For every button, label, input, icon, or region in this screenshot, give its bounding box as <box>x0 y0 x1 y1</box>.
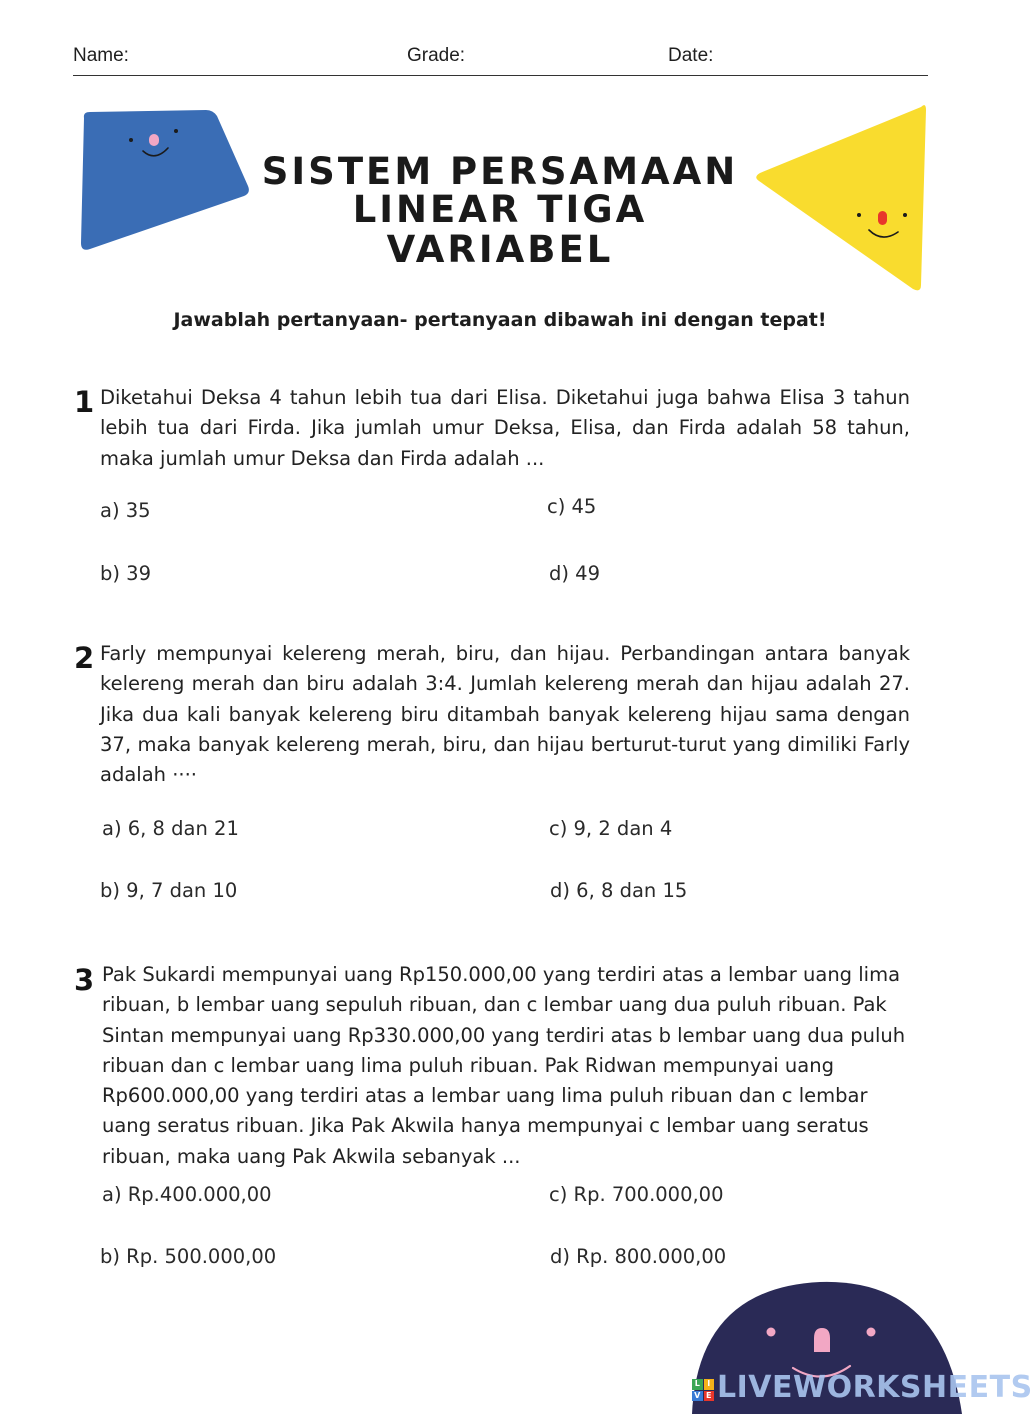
question-2-option-c[interactable]: c) 9, 2 dan 4 <box>549 817 673 840</box>
liveworksheets-logo-icon <box>692 1379 714 1401</box>
question-3-option-c[interactable]: c) Rp. 700.000,00 <box>549 1183 724 1206</box>
question-1-text: Diketahui Deksa 4 tahun lebih tua dari Elisa. Diketahui juga bahwa Elisa 3 tahun lebih tua dari Firda. Jika jumlah umur Deksa, Elisa, dan Firda adalah 58 tahun, maka jumlah umur Deksa dan Firda adalah ... <box>100 386 910 470</box>
question-1-number: 1 <box>74 385 95 419</box>
instruction-text: Jawablah pertanyaan- pertanyaan dibawah ini dengan tepat! <box>173 309 827 331</box>
question-1-option-c[interactable]: c) 45 <box>547 495 597 518</box>
question-2-option-d[interactable]: d) 6, 8 dan 15 <box>550 879 688 902</box>
question-3-option-b[interactable]: b) Rp. 500.000,00 <box>100 1245 277 1268</box>
question-2-option-a[interactable]: a) 6, 8 dan 21 <box>102 817 239 840</box>
badge-letter: I <box>704 1379 715 1390</box>
question-2-option-b[interactable]: b) 9, 7 dan 10 <box>100 879 238 902</box>
worksheet-title-line2: LINEAR TIGA VARIABEL <box>352 188 648 271</box>
question-3-option-a[interactable]: a) Rp.400.000,00 <box>102 1183 272 1206</box>
question-1-option-a[interactable]: a) 35 <box>100 499 151 522</box>
question-1-option-b[interactable]: b) 39 <box>100 562 151 585</box>
question-2-text: Farly mempunyai kelereng merah, biru, dan hijau. Perbandingan antara banyak kelereng merah dan biru adalah 3:4. Jumlah kelereng merah dan hijau adalah 27. Jika dua kali banyak kelereng biru ditambah banyak kelereng hijau sama dengan 37, maka banyak kelereng merah, biru, dan hijau berturut-turut yang dimiliki Farly adalah ···· <box>100 642 910 787</box>
worksheet-title-line1: SISTEM PERSAMAAN <box>261 150 739 193</box>
blue-trapezoid-face-icon <box>70 100 260 260</box>
grade-label: Grade: <box>407 45 466 66</box>
question-2-number: 2 <box>74 641 95 675</box>
question-1-option-d[interactable]: d) 49 <box>549 562 600 585</box>
header-rule <box>73 75 928 76</box>
badge-letter: L <box>692 1379 703 1390</box>
question-3-option-d[interactable]: d) Rp. 800.000,00 <box>550 1245 727 1268</box>
badge-letter: V <box>692 1391 703 1402</box>
date-label: Date: <box>668 45 714 66</box>
liveworksheets-watermark[interactable]: LIVEWORKSHEETS <box>717 1370 1033 1405</box>
name-label: Name: <box>73 45 129 66</box>
question-3-number: 3 <box>74 963 95 997</box>
question-3-text: Pak Sukardi mempunyai uang Rp150.000,00 yang terdiri atas a lembar uang lima ribuan, b lembar uang sepuluh ribuan, dan c lembar uang dua puluh ribuan. Pak Sintan mempunyai uang Rp330.000,00 yang terdiri atas b lembar uang dua puluh ribuan dan c lembar uang lima puluh ribuan. Pak Ridwan mempunyai uang Rp600.000,00 yang terdiri atas a lembar uang lima puluh ribuan dan c lembar uang seratus ribuan. Jika Pak Akwila hanya mempunyai c lembar uang seratus ribuan, maka uang Pak Akwila sebanyak ... <box>102 963 906 1168</box>
yellow-triangle-face-icon <box>745 95 935 300</box>
badge-letter: E <box>704 1391 715 1402</box>
